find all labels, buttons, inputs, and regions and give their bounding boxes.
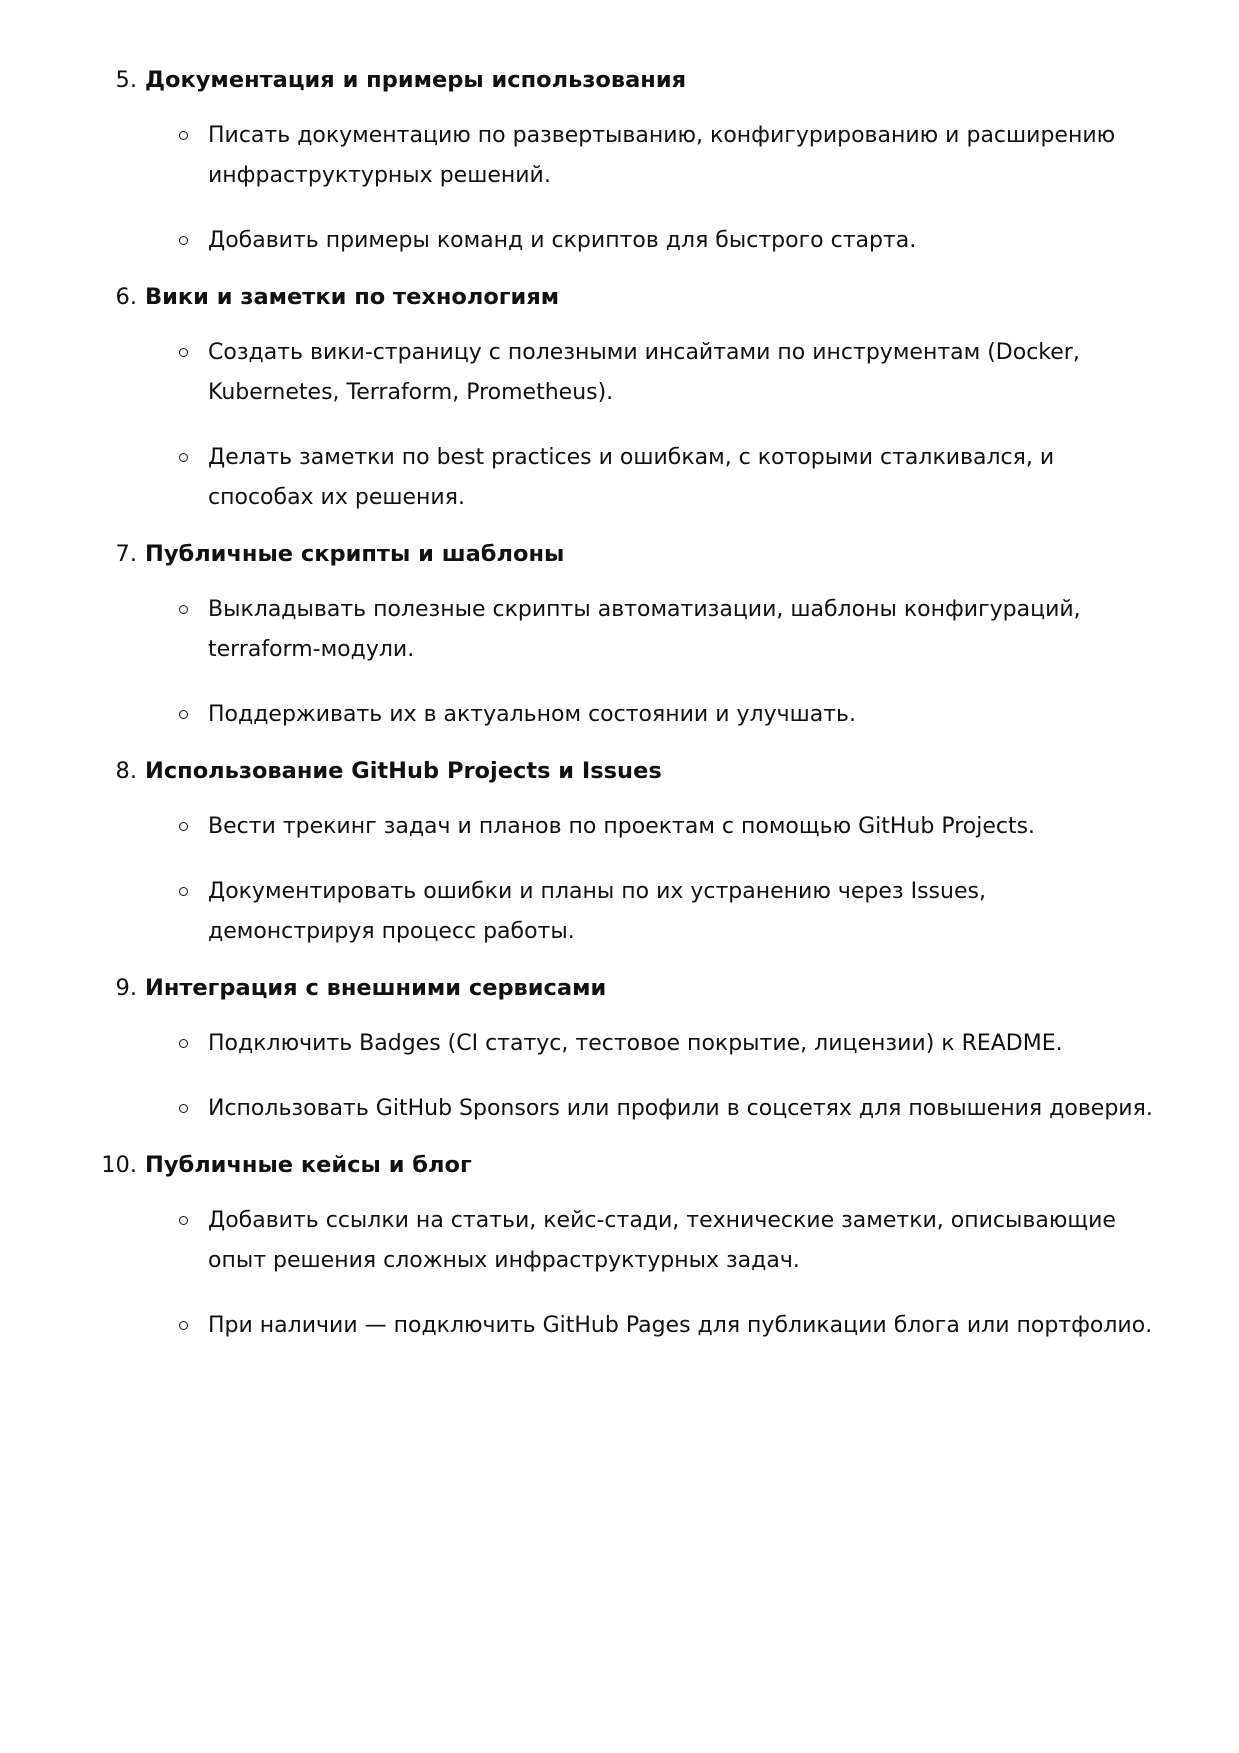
list-item [0,1306,1158,1346]
section-title: Использование GitHub Projects и Issues [145,758,662,784]
section-title: Публичные кейсы и блог [145,1152,472,1178]
section-9 [0,966,1239,1129]
section-heading [0,275,1239,319]
list-item [0,1024,1158,1064]
section-heading [0,749,1239,793]
section-heading [0,532,1239,576]
list-item [0,807,1158,847]
hollow-bullet-icon [179,236,188,245]
list-item-text: Добавить ссылки на статьи, кейс-стади, технические заметки, описывающие опыт решения сложных инфраструктурных задач. [208,1208,1116,1273]
section-number: 9. [115,975,137,1001]
list-item [0,872,1158,952]
bullet-list [0,590,1239,735]
bullet-list [0,333,1239,518]
section-10 [0,1143,1239,1346]
list-item [0,590,1158,670]
list-item-text: Добавить примеры команд и скриптов для быстрого старта. [208,228,917,253]
section-number: 8. [115,758,137,784]
list-item-text: Использовать GitHub Sponsors или профили в соцсетях для повышения доверия. [208,1096,1153,1121]
section-title: Публичные скрипты и шаблоны [145,541,565,567]
list-item [0,116,1158,196]
list-item [0,695,1158,735]
hollow-bullet-icon [179,822,188,831]
hollow-bullet-icon [179,605,188,614]
section-number: 7. [115,541,137,567]
section-title: Документация и примеры использования [145,67,687,93]
hollow-bullet-icon [179,887,188,896]
section-heading [0,58,1239,102]
section-number: 5. [115,67,137,93]
section-7 [0,532,1239,735]
list-item-text: Выкладывать полезные скрипты автоматизации, шаблоны конфигураций, terraform-модули. [208,597,1081,662]
list-item [0,1201,1158,1281]
section-title: Вики и заметки по технологиям [145,284,560,310]
bullet-list [0,807,1239,952]
hollow-bullet-icon [179,710,188,719]
list-item-text: Вести трекинг задач и планов по проектам с помощью GitHub Projects. [208,814,1036,839]
section-number: 6. [115,284,137,310]
list-item-text: Поддерживать их в актуальном состоянии и улучшать. [208,702,856,727]
bullet-list [0,116,1239,261]
section-heading [0,1143,1239,1187]
section-number: 10. [101,1152,137,1178]
section-heading [0,966,1239,1010]
section-title: Интеграция с внешними сервисами [145,975,607,1001]
hollow-bullet-icon [179,453,188,462]
list-item-text: При наличии — подключить GitHub Pages для публикации блога или портфолио. [208,1313,1153,1338]
hollow-bullet-icon [179,1321,188,1330]
list-item-text: Подключить Badges (CI статус, тестовое покрытие, лицензии) к README. [208,1031,1063,1056]
list-item-text: Писать документацию по развертыванию, конфигурированию и расширению инфраструктурных решений. [208,123,1116,188]
list-item [0,1089,1158,1129]
bullet-list [0,1201,1239,1346]
list-item [0,221,1158,261]
hollow-bullet-icon [179,1104,188,1113]
list-item-text: Создать вики-страницу с полезными инсайтами по инструментам (Docker, Kubernetes, Terraform, Prometheus). [208,340,1080,405]
hollow-bullet-icon [179,1039,188,1048]
section-5 [0,58,1239,261]
hollow-bullet-icon [179,348,188,357]
section-8 [0,749,1239,952]
list-item [0,333,1158,413]
list-item [0,438,1158,518]
list-item-text: Документировать ошибки и планы по их устранению через Issues, демонстрируя процесс работы. [208,879,986,944]
section-list [0,58,1239,1360]
section-6 [0,275,1239,518]
hollow-bullet-icon [179,1216,188,1225]
list-item-text: Делать заметки по best practices и ошибкам, с которыми сталкивался, и способах их решения. [208,445,1055,510]
hollow-bullet-icon [179,131,188,140]
bullet-list [0,1024,1239,1129]
